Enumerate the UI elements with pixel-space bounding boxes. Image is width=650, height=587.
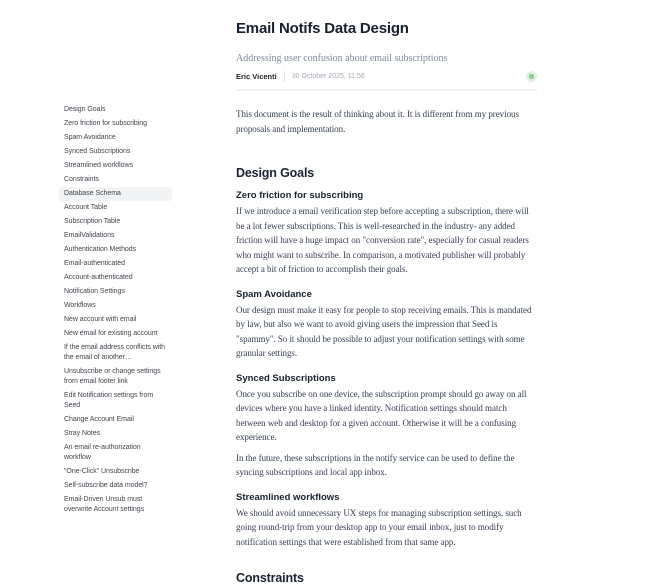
paragraph: Once you subscribe on one device, the subscription prompt should go away on all devices where you have a linked identity. Notification settings should match between web and desktop for a given account. Otherwise it will be a confusing experience.: [236, 388, 527, 442]
paragraph: If we introduce a email verification step before accepting a subscription, there will be a lot fewer subscriptions. This is well-researched in the industry- any added friction will have a huge impact on "conversion rate", especially for casual readers who might want to subscribe. In comparison, a motivated publisher will probably accept a bit of friction to accomplish their goals.: [236, 206, 529, 274]
toc-item[interactable]: New account with email: [64, 316, 137, 323]
toc-item[interactable]: Zero friction for subscribing: [64, 120, 147, 127]
byline: [236, 70, 537, 82]
toc-item[interactable]: An email re-authorization workflow: [64, 444, 141, 461]
toc-item[interactable]: Email-Driven Unsub must overwrite Account settings: [64, 496, 145, 513]
section-heading: Design Goals: [236, 166, 315, 180]
paragraph: This document is the result of thinking about it. It is different from my previous proposals and implementation.: [236, 109, 519, 134]
page-title: Email Notifs Data Design: [236, 20, 409, 37]
toc-item[interactable]: Email-authenticated: [64, 260, 125, 267]
section-heading: Spam Avoidance: [236, 288, 312, 300]
toc-item[interactable]: Constraints: [64, 176, 99, 183]
section-heading: Synced Subscriptions: [236, 372, 336, 384]
table-of-contents: [59, 103, 172, 517]
green-reaction-icon[interactable]: [526, 71, 537, 82]
toc-item[interactable]: Design Goals: [64, 106, 106, 113]
publish-date: 30 October 2025, 11:56: [291, 72, 365, 80]
author-name[interactable]: Eric Vicenti: [236, 71, 277, 81]
header-divider: [236, 89, 537, 91]
reaction-dot: [529, 74, 534, 79]
toc-item[interactable]: Account-authenticated: [64, 274, 133, 281]
paragraph: Our design must make it easy for people to stop receiving emails. This is mandated by law, but also we want to avoid giving users the impression that Seed is "spammy". So it should be possible to adjust your notification settings with some granular settings.: [236, 304, 532, 358]
toc-item[interactable]: Self-subscribe data model?: [64, 482, 148, 489]
toc-item[interactable]: Stray Notes: [64, 430, 101, 437]
toc-item[interactable]: Database Schema: [59, 187, 172, 201]
toc-item[interactable]: "One-Click" Unsubscribe: [64, 468, 140, 475]
toc-item[interactable]: Spam Avoidance: [64, 134, 116, 141]
toc-item[interactable]: Change Account Email: [64, 416, 134, 423]
toc-item[interactable]: Subscription Table: [64, 218, 121, 225]
section-heading: Streamlined workflows: [236, 491, 340, 503]
toc-item[interactable]: New email for existing account: [64, 330, 158, 337]
document-pane: [236, 0, 537, 587]
toc-item[interactable]: Workflows: [64, 302, 96, 309]
toc-item[interactable]: Streamlined workflows: [64, 162, 133, 169]
section-heading: Zero friction for subscribing: [236, 190, 364, 201]
toc-item[interactable]: If the email address conflicts with the email of another…: [64, 344, 165, 361]
toc-item[interactable]: Unsubscribe or change settings from email footer link: [64, 368, 161, 385]
toc-item[interactable]: EmailValidations: [64, 232, 115, 239]
toc-item[interactable]: Account Table: [64, 204, 108, 211]
byline-separator: [284, 71, 285, 82]
toc-item[interactable]: Notification Settings: [64, 288, 125, 295]
section-heading: Constraints: [236, 571, 304, 585]
document-body: [236, 107, 537, 587]
toc-item[interactable]: Authentication Methods: [64, 246, 137, 253]
paragraph: We should avoid unnecessary UX steps for managing subscription settings, such going round-trip from your desktop app to your email inbox, just to modify notification settings that were established from that same app.: [236, 507, 522, 547]
page-subtitle: Addressing user confusion about email subscriptions: [236, 53, 448, 64]
paragraph: In the future, these subscriptions in the notify service can be used to define the syncing subscriptions and local app inbox.: [236, 452, 515, 477]
toc-item[interactable]: Synced Subscriptions: [64, 148, 131, 155]
toc-item[interactable]: Edit Notification settings from Seed: [64, 392, 154, 409]
